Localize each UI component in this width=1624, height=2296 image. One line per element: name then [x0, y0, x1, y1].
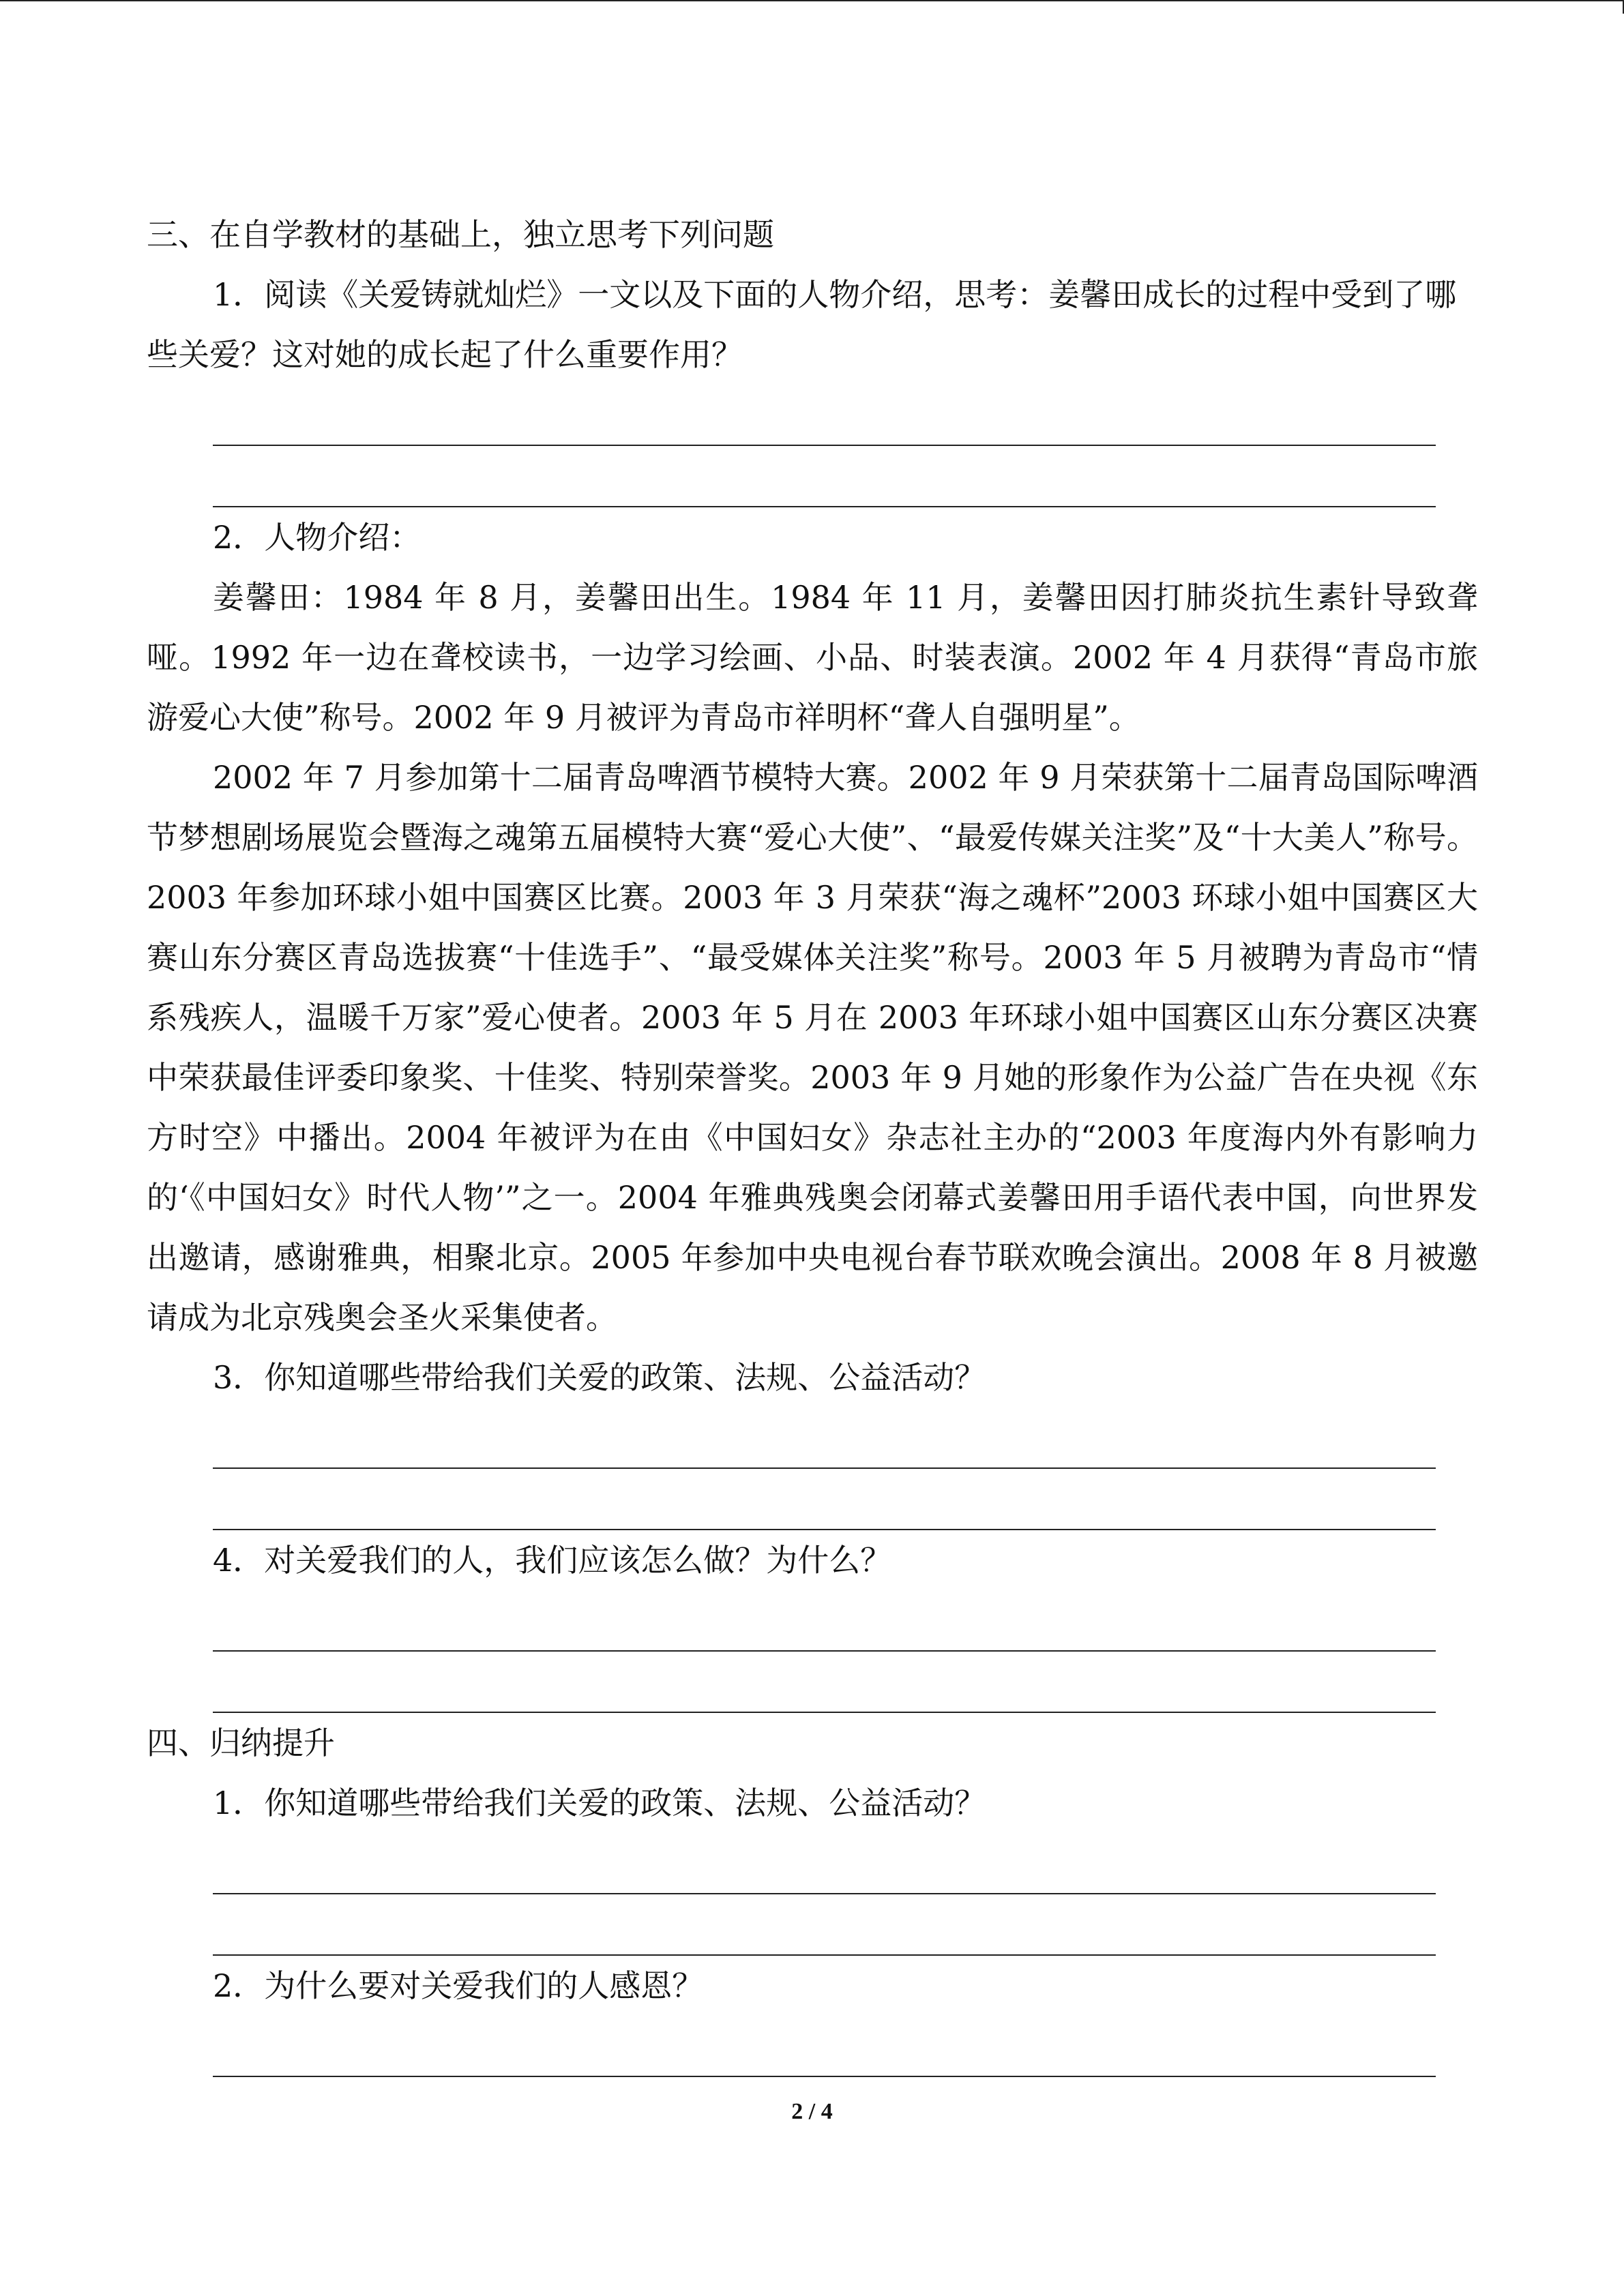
page-number: 2 / 4	[791, 2099, 833, 2124]
bio-paragraph-1: 姜馨田：1984 年 8 月，姜馨田出生。1984 年 11 月，姜馨田因打肺炎抗生素针导致聋哑。1992 年一边在聋校读书，一边学习绘画、小品、时装表演。2002 年 4 月获得“青岛市旅游爱心大使”称号。2002 年 9 月被评为青岛市祥明杯“聋人自强明星”。	[147, 579, 1478, 736]
bio-paragraph-2: 2002 年 7 月参加第十二届青岛啤酒节模特大赛。2002 年 9 月荣获第十二届青岛国际啤酒节梦想剧场展览会暨海之魂第五届模特大赛“爱心大使”、“最爱传媒关注奖”及“十大美人”称号。2003 年参加环球小姐中国赛区比赛。2003 年 3 月荣获“海之魂杯”2003 环球小姐中国赛区大赛山东分赛区青岛选拔赛“十佳选手”、“最受媒体关注奖”称号。2003 年 5 月被聘为青岛市“情系残疾人，温暖千万家”爱心使者。2003 年 5 月在 2003 年环球小姐中国赛区山东分赛区决赛中荣获最佳评委印象奖、十佳奖、特别荣誉奖。2003 年 9 月她的形象作为公益广告在央视《东方时空》中播出。2004 年被评为在由《中国妇女》杂志社主办的“2003 年度海内外有影响力的‘《中国妇女》时代人物’”之一。2004 年雅典残奥会闭幕式姜馨田用手语代表中国，向世界发出邀请，感谢雅典，相聚北京。2005 年参加中央电视台春节联欢晚会演出。2008 年 8 月被邀请成为北京残奥会圣火采集使者。	[147, 759, 1479, 1336]
answer-line[interactable]	[213, 1590, 1436, 1652]
answer-line[interactable]	[213, 385, 1436, 446]
worksheet-content	[147, 205, 1478, 2077]
answer-line[interactable]	[213, 1833, 1436, 1894]
question-2: 2．人物介绍：	[213, 519, 422, 556]
top-border	[0, 0, 1624, 1]
answer-line[interactable]	[213, 1469, 1436, 1530]
section-3-heading: 三、在自学教材的基础上，独立思考下列问题	[147, 216, 774, 253]
answer-line[interactable]	[213, 1407, 1436, 1469]
answer-line[interactable]	[213, 1894, 1436, 1956]
summary-question-2: 2．为什么要对关爱我们的人感恩？	[213, 1967, 704, 2004]
question-3: 3．你知道哪些带给我们关爱的政策、法规、公益活动？	[213, 1359, 986, 1396]
summary-question-1: 1．你知道哪些带给我们关爱的政策、法规、公益活动？	[213, 1785, 986, 1821]
question-4: 4．对关爱我们的人，我们应该怎么做？为什么？	[213, 1542, 892, 1579]
answer-line[interactable]	[213, 1652, 1436, 1713]
answer-line[interactable]	[213, 2016, 1436, 2077]
question-1: 1．阅读《关爱铸就灿烂》一文以及下面的人物介绍，思考：姜馨田成长的过程中受到了哪些关爱？这对她的成长起了什么重要作用？	[147, 276, 1457, 373]
answer-line[interactable]	[213, 446, 1436, 507]
section-4-heading: 四、归纳提升	[147, 1725, 335, 1761]
